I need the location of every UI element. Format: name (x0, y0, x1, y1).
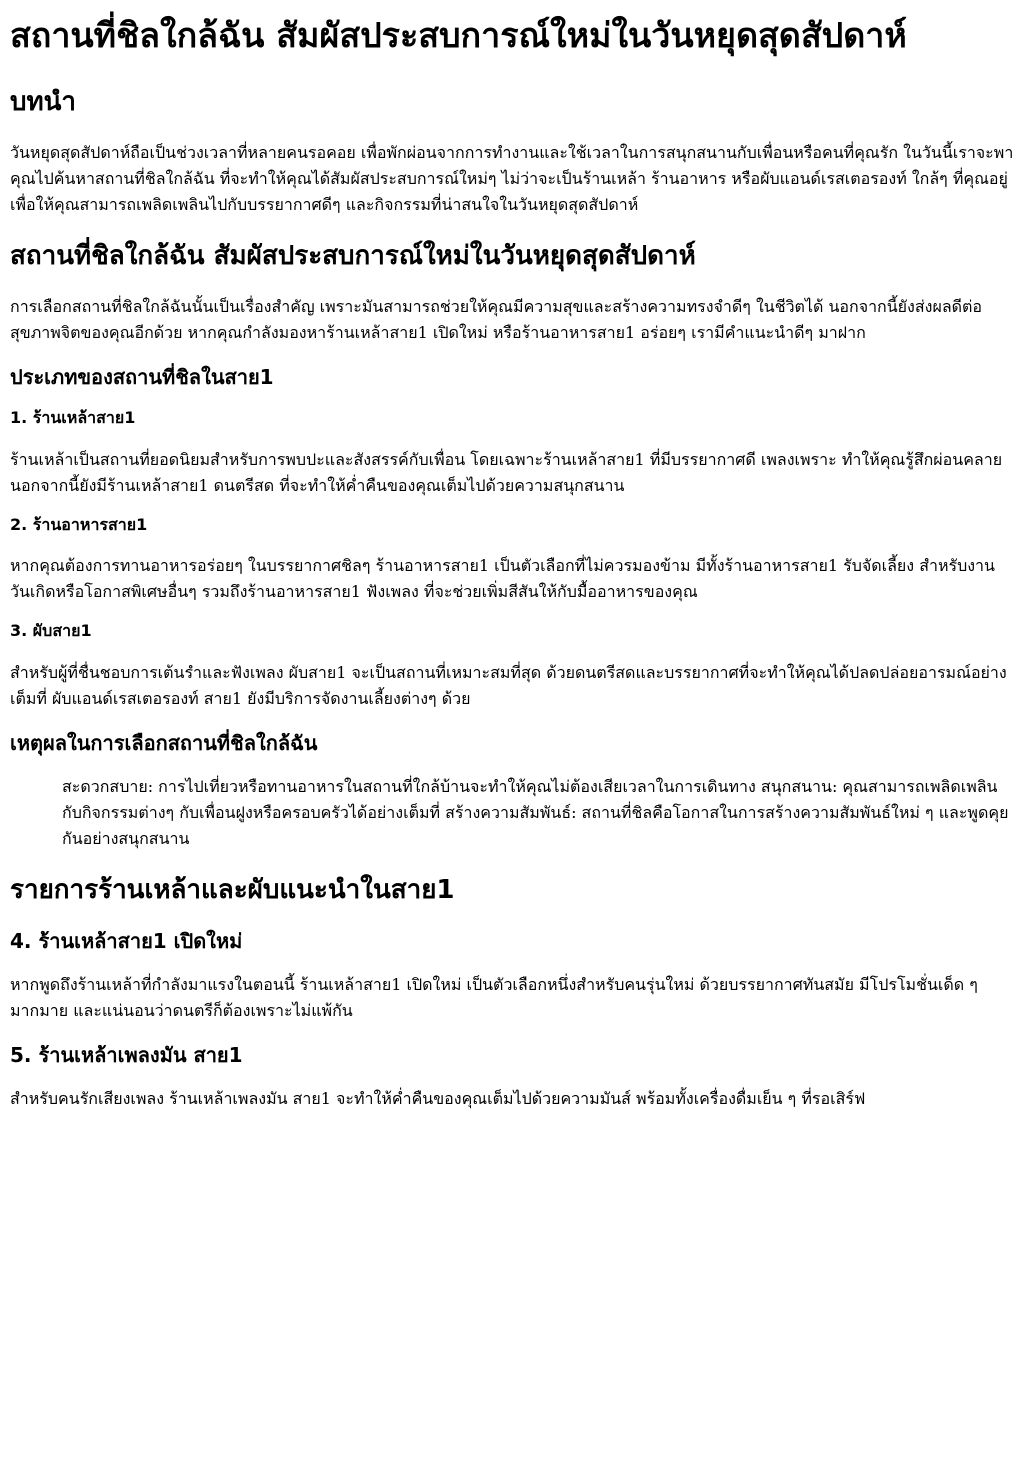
section-paragraph: การเลือกสถานที่ชิลใกล้ฉันนั้นเป็นเรื่องสำคัญ เพราะมันสามารถช่วยให้คุณมีความสุขและสร้างความทรงจำดีๆ ในชีวิตได้ นอกจากนี้ยังส่งผลดีต่อสุขภาพจิตของคุณอีกด้วย หากคุณกำลังมองหาร้านเหล้าสาย1 เปิดใหม่ หรือร้านอาหารสาย1 อร่อยๆ เรามีคำแนะนำดีๆ มาฝาก (10, 296, 983, 342)
article (0, 14, 1024, 1112)
types-heading: ประเภทของสถานที่ชิลในสาย1 (10, 364, 274, 389)
list-item-heading: 5. ร้านเหล้าเพลงมัน สาย1 (10, 1042, 243, 1067)
type-heading-pub: 3. ผับสาย1 (10, 621, 92, 641)
list-heading: รายการร้านเหล้าและผับแนะนำในสาย1 (10, 875, 455, 906)
type-paragraph-bar: ร้านเหล้าเป็นสถานที่ยอดนิยมสำหรับการพบปะและสังสรรค์กับเพื่อน โดยเฉพาะร้านเหล้าสาย1 ที่มีบรรยากาศดี เพลงเพราะ ทำให้คุณรู้สึกผ่อนคลาย นอกจากนี้ยังมีร้านเหล้าสาย1 ดนตรีสด ที่จะทำให้ค่ำคืนของคุณเต็มไปด้วยความสนุกสนาน (10, 449, 1003, 495)
type-heading-restaurant: 2. ร้านอาหารสาย1 (10, 514, 148, 534)
intro-paragraph: วันหยุดสุดสัปดาห์ถือเป็นช่วงเวลาที่หลายคนรอคอย เพื่อพักผ่อนจากการทำงานและใช้เวลาในการสนุกสนานกับเพื่อนหรือคนที่คุณรัก ในวันนี้เราจะพาคุณไปค้นหาสถานที่ชิลใกล้ฉัน ที่จะทำให้คุณได้สัมผัสประสบการณ์ใหม่ๆ ไม่ว่าจะเป็นร้านเหล้า ร้านอาหาร หรือผับแอนด์เรสเตอรองท์ ใกล้ๆ ที่คุณอยู่ เพื่อให้คุณสามารถเพลิดเพลินไปกับบรรยากาศดีๆ และกิจกรรมที่น่าสนใจในวันหยุดสุดสัปดาห์ (10, 142, 1014, 214)
type-heading-bar: 1. ร้านเหล้าสาย1 (10, 407, 136, 427)
intro-heading: บทนำ (10, 87, 77, 118)
reasons-heading: เหตุผลในการเลือกสถานที่ชิลใกล้ฉัน (10, 731, 318, 756)
list-item-paragraph: หากพูดถึงร้านเหล้าที่กำลังมาแรงในตอนนี้ ร้านเหล้าสาย1 เปิดใหม่ เป็นตัวเลือกหนึ่งสำหรับคนรุ่นใหม่ ด้วยบรรยากาศทันสมัย มีโปรโมชั่นเด็ด ๆ มากมาย และแน่นอนว่าดนตรีก็ต้องเพราะไม่แพ้กัน (10, 974, 978, 1020)
list-item-heading: 4. ร้านเหล้าสาย1 เปิดใหม่ (10, 928, 243, 953)
type-paragraph-pub: สำหรับผู้ที่ชื่นชอบการเต้นรำและฟังเพลง ผับสาย1 จะเป็นสถานที่เหมาะสมที่สุด ด้วยดนตรีสดและบรรยากาศที่จะทำให้คุณได้ปลดปล่อยอารมณ์อย่างเต็มที่ ผับแอนด์เรสเตอรองท์ สาย1 ยังมีบริการจัดงานเลี้ยงต่างๆ ด้วย (10, 663, 1007, 709)
section-heading: สถานที่ชิลใกล้ฉัน สัมผัสประสบการณ์ใหม่ในวันหยุดสุดสัปดาห์ (10, 240, 696, 271)
type-paragraph-restaurant: หากคุณต้องการทานอาหารอร่อยๆ ในบรรยากาศชิลๆ ร้านอาหารสาย1 เป็นตัวเลือกที่ไม่ควรมองข้าม มีทั้งร้านอาหารสาย1 รับจัดเลี้ยง สำหรับงานวันเกิดหรือโอกาสพิเศษอื่นๆ รวมถึงร้านอาหารสาย1 ฟังเพลง ที่จะช่วยเพิ่มสีสันให้กับมื้ออาหารของคุณ (10, 556, 995, 602)
list-item-paragraph: สำหรับคนรักเสียงเพลง ร้านเหล้าเพลงมัน สาย1 จะทำให้ค่ำคืนของคุณเต็มไปด้วยความมันส์ พร้อมทั้งเครื่องดื่มเย็น ๆ ที่รอเสิร์ฟ (10, 1088, 866, 1108)
page-title: สถานที่ชิลใกล้ฉัน สัมผัสประสบการณ์ใหม่ในวันหยุดสุดสัปดาห์ (10, 16, 907, 56)
reasons-quote: สะดวกสบาย: การไปเที่ยวหรือทานอาหารในสถานที่ใกล้บ้านจะทำให้คุณไม่ต้องเสียเวลาในการเดินทาง สนุกสนาน: คุณสามารถเพลิดเพลินกับกิจกรรมต่างๆ กับเพื่อนฝูงหรือครอบครัวได้อย่างเต็มที่ สร้างความสัมพันธ์: สถานที่ชิลคือโอกาสในการสร้างความสัมพันธ์ใหม่ ๆ และพูดคุยกันอย่างสนุกสนาน (62, 777, 1009, 849)
